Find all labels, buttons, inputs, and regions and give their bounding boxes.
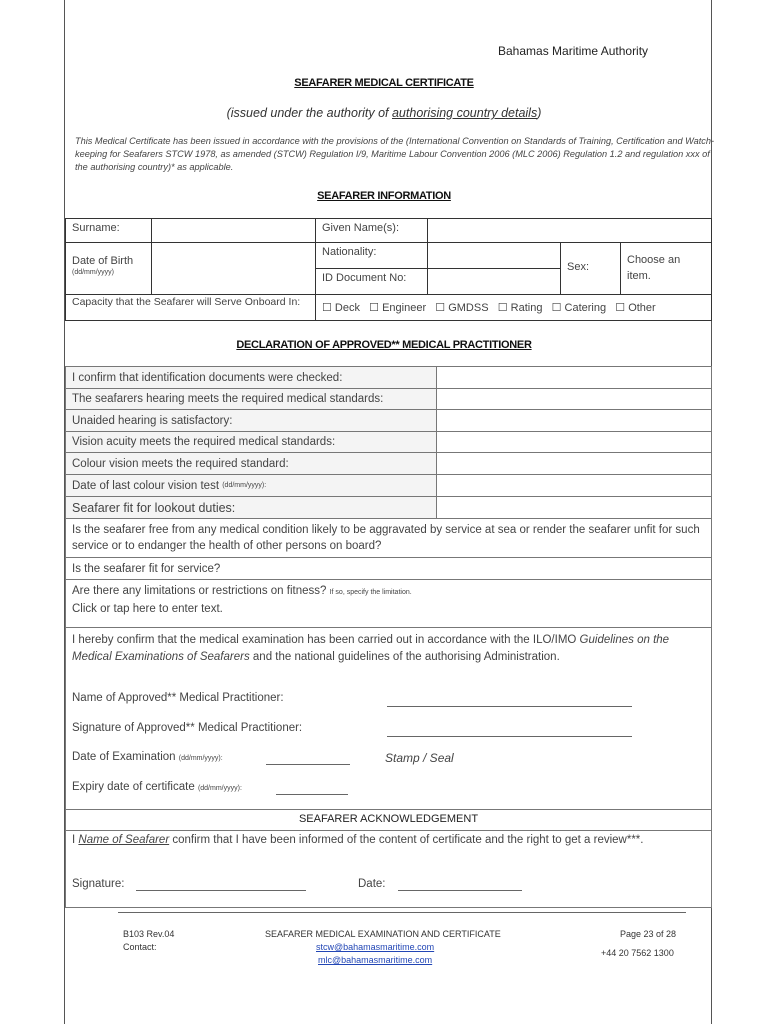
footer-doc-code: B103 Rev.04 xyxy=(123,929,175,939)
subtitle-suffix: ) xyxy=(537,106,542,120)
ack-date-label: Date: xyxy=(358,878,386,890)
authority-name: Bahamas Maritime Authority xyxy=(498,44,649,58)
dob-label: Date of Birth xyxy=(72,255,134,267)
fit-for-service-question: Is the seafarer fit for service? xyxy=(66,558,711,580)
seafarer-signature-field[interactable] xyxy=(136,878,306,891)
id-document-label: ID Document No: xyxy=(316,269,428,295)
seafarer-name-field[interactable]: Name of Seafarer xyxy=(78,834,170,846)
intro-paragraph: This Medical Certificate has been issued in accordance with the provisions of the (International Convention on Standards of Training, Certification and Watch-keeping for Seafarers STCW 1978, as amended (STCW) Regulation I/9, Maritime Labour Convention 2006 (MLC 2006) Regulation 1.2 and regulation xxx of the authorising country)* as applicable. xyxy=(75,136,715,172)
sex-dropdown[interactable]: Choose an item. xyxy=(621,243,711,295)
colour-test-text: Date of last colour vision test xyxy=(72,479,220,492)
limitations-note: If so, specify the limitation. xyxy=(329,589,412,596)
confirmation-text: I hereby confirm that the medical examination has been carried out in accordance with the ILO/IMO xyxy=(72,634,577,646)
option-engineer-checkbox[interactable]: ☐ Engineer xyxy=(369,302,427,314)
expiry-date-format: (dd/mm/yyyy): xyxy=(197,785,242,792)
declaration-row xyxy=(66,389,711,410)
given-name-label: Given Name(s): xyxy=(316,219,428,243)
declaration-row xyxy=(66,432,711,453)
lookout-duties-label: Seafarer fit for lookout duties: xyxy=(66,497,437,518)
footer-email-stcw[interactable]: stcw@bahamasmaritime.com xyxy=(316,942,435,952)
footer-contact-label: Contact: xyxy=(123,942,157,952)
declaration-row xyxy=(66,497,711,519)
given-name-field[interactable] xyxy=(428,219,711,243)
exam-date-label xyxy=(72,751,223,763)
practitioner-signature-label: Signature of Approved** Medical Practitioner: xyxy=(72,722,303,734)
colour-test-date-field[interactable] xyxy=(437,475,711,496)
dob-label-cell xyxy=(66,243,152,295)
declaration-row xyxy=(66,367,711,389)
surname-label: Surname: xyxy=(66,219,152,243)
surname-field[interactable] xyxy=(152,219,316,243)
exam-date-format: (dd/mm/yyyy): xyxy=(178,755,223,762)
declaration-row xyxy=(66,453,711,475)
subtitle-prefix: (issued under the authority of xyxy=(226,106,392,120)
authorising-country-link[interactable]: authorising country details xyxy=(391,106,538,120)
declaration-row xyxy=(66,410,711,432)
expiry-date-field[interactable] xyxy=(276,782,348,795)
option-deck-checkbox[interactable]: ☐ Deck xyxy=(322,302,360,314)
practitioner-confirmation xyxy=(66,628,711,809)
declaration-heading: DECLARATION OF APPROVED** MEDICAL PRACTITIONER xyxy=(236,339,532,351)
page-subtitle xyxy=(0,106,768,120)
acknowledgement-statement xyxy=(72,832,697,849)
unaided-hearing-label: Unaided hearing is satisfactory: xyxy=(66,410,437,431)
id-checked-label: I confirm that identification documents were checked: xyxy=(66,367,437,388)
ack-i: I xyxy=(72,834,79,846)
colour-vision-label: Colour vision meets the required standard: xyxy=(66,453,437,474)
seafarer-signature-label: Signature: xyxy=(72,878,125,890)
dob-field[interactable] xyxy=(152,243,316,295)
footer-email-mlc[interactable]: mlc@bahamasmaritime.com xyxy=(318,955,433,965)
stamp-seal-label: Stamp / Seal xyxy=(385,751,454,765)
seafarer-info-heading: SEAFARER INFORMATION xyxy=(317,190,451,202)
practitioner-name-field[interactable] xyxy=(387,694,632,707)
ack-date-field[interactable] xyxy=(398,878,522,891)
ack-text: confirm that I have been informed of the content of certificate and the right to get a review***. xyxy=(169,834,644,846)
limitations-question: Are there any limitations or restrictions on fitness? xyxy=(72,585,327,597)
practitioner-name-label: Name of Approved** Medical Practitioner: xyxy=(72,692,284,704)
hearing-standard-field[interactable] xyxy=(437,389,711,409)
option-catering-checkbox[interactable]: ☐ Catering xyxy=(551,302,607,314)
footer-phone: +44 20 7562 1300 xyxy=(601,948,674,958)
acknowledgement-section xyxy=(65,809,712,908)
limitations-text-field[interactable]: Click or tap here to enter text. xyxy=(72,603,223,615)
footer-divider xyxy=(118,912,686,913)
exam-date-field[interactable] xyxy=(266,752,350,765)
confirmation-text-end: and the national guidelines of the authorising Administration. xyxy=(249,651,560,663)
vision-acuity-field[interactable] xyxy=(437,432,711,452)
footer-page-number: Page 23 of 28 xyxy=(620,929,677,939)
unaided-hearing-field[interactable] xyxy=(437,410,711,431)
acknowledgement-heading: SEAFARER ACKNOWLEDGEMENT xyxy=(66,810,711,831)
practitioner-signature-field[interactable] xyxy=(387,724,632,737)
capacity-label: Capacity that the Seafarer will Serve Onboard In: xyxy=(66,295,316,321)
id-document-field[interactable] xyxy=(428,269,561,295)
colour-test-format: (dd/mm/yyyy): xyxy=(222,482,267,489)
limitations-block xyxy=(66,580,711,628)
vision-acuity-label: Vision acuity meets the required medical standards: xyxy=(66,432,437,452)
id-checked-field[interactable] xyxy=(437,367,711,388)
sex-label: Sex: xyxy=(561,243,621,295)
hearing-standard-label: The seafarers hearing meets the required medical standards: xyxy=(66,389,437,409)
option-other-checkbox[interactable]: ☐ Other xyxy=(615,302,656,314)
nationality-label: Nationality: xyxy=(316,243,428,269)
lookout-duties-field[interactable] xyxy=(437,497,711,518)
option-gmdss-checkbox[interactable]: ☐ GMDSS xyxy=(435,302,489,314)
option-rating-checkbox[interactable]: ☐ Rating xyxy=(497,302,543,314)
colour-vision-field[interactable] xyxy=(437,453,711,474)
guidelines-title: Guidelines on the Medical Examinations of Seafarers xyxy=(72,634,670,663)
expiry-date-label xyxy=(72,781,242,793)
colour-test-date-label xyxy=(66,475,437,496)
expiry-date-text: Expiry date of certificate xyxy=(72,781,195,793)
declaration-table xyxy=(65,366,712,810)
seafarer-info-table xyxy=(65,218,712,321)
nationality-field[interactable] xyxy=(428,243,561,269)
confirmation-statement xyxy=(72,632,692,666)
dob-format: (dd/mm/yyyy) xyxy=(72,269,114,276)
exam-date-text: Date of Examination xyxy=(72,751,176,763)
page-title: SEAFARER MEDICAL CERTIFICATE xyxy=(294,77,474,89)
medical-condition-question: Is the seafarer free from any medical condition likely to be aggravated by service at sea or render the seafarer unfit for such service or to endanger the health of other persons on board? xyxy=(66,519,711,558)
capacity-options xyxy=(316,295,711,321)
footer-doc-title: SEAFARER MEDICAL EXAMINATION AND CERTIFICATE xyxy=(265,929,501,939)
declaration-row xyxy=(66,475,711,497)
